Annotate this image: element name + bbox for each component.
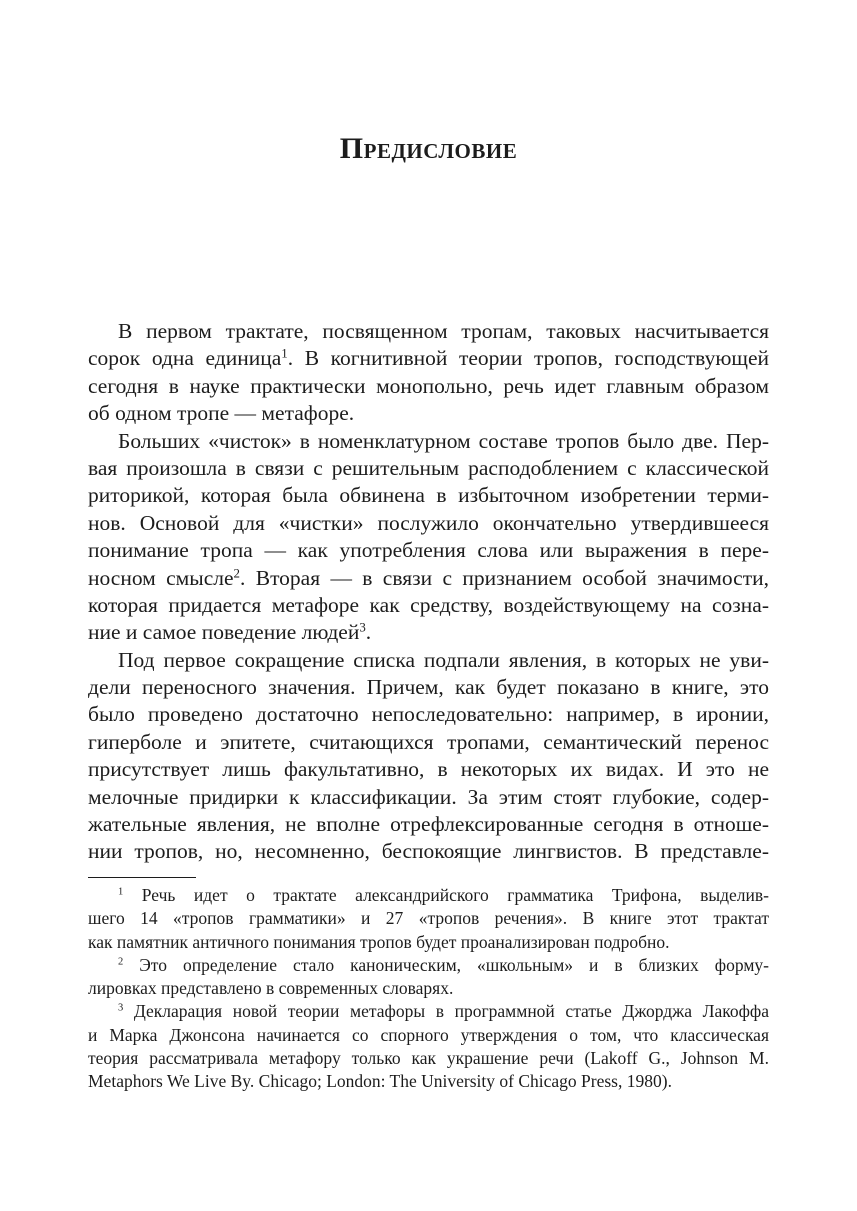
text-line: гиперболе и эпитете, считающихся тропами, семантический перенос xyxy=(88,729,769,754)
text-line xyxy=(88,565,769,592)
footnote xyxy=(88,954,769,1001)
footnote-line xyxy=(88,1000,769,1023)
text-line: присутствует лишь факультативно, в некоторых их видах. И это не xyxy=(88,757,769,782)
text-line: нов. Основой для «чистки» послужило окончательно утвердившееся xyxy=(88,510,769,535)
text-segment: носном смысле xyxy=(88,565,234,590)
footnote-marker[interactable]: 1 xyxy=(118,886,124,898)
text-line: Больших «чисток» в номенклатурном составе тропов было две. Пер- xyxy=(118,428,769,453)
text-line: понимание тропа — как употребления слова или выражения в пере- xyxy=(88,538,769,563)
footnote-marker[interactable]: 1 xyxy=(281,346,288,361)
text-line: было проведено достаточно непоследовательно: например, в иронии, xyxy=(88,702,769,727)
text-line: об одном тропе — метафоре. xyxy=(88,401,355,426)
paragraph xyxy=(88,428,769,647)
footnote-line: как памятник античного понимания тропов будет проанализирован подробно. xyxy=(88,931,670,952)
footnote-line: лировках представлено в современных словарях. xyxy=(88,978,454,999)
main-text xyxy=(88,318,769,866)
footnote xyxy=(88,884,769,954)
text-line: нии тропов, но, несомненно, беспокоящие лингвистов. В представле- xyxy=(88,839,769,864)
text-segment: сорок одна единица xyxy=(88,346,282,371)
page-title: Предисловие xyxy=(339,132,518,165)
text-line: В первом трактате, посвященном тропам, таковых насчитывается xyxy=(118,319,769,343)
text-segment: ние и самое поведение людей xyxy=(88,620,360,645)
text-segment: . xyxy=(365,620,372,645)
text-segment: Декларация новой теории метафоры в программной статье Джорджа Лакоффа xyxy=(123,1001,769,1022)
text-line: которая придается метафоре как средству, воздействующему на созна- xyxy=(88,592,769,617)
footnote-line xyxy=(88,884,769,907)
footnote-marker[interactable]: 3 xyxy=(359,620,366,635)
footnote xyxy=(88,1000,769,1093)
text-line xyxy=(88,345,769,372)
text-segment: Речь идет о трактате александрийского грамматика Трифона, выделив- xyxy=(123,885,769,905)
text-line: сегодня в науке практически монопольно, речь идет главным образом xyxy=(88,373,769,398)
text-line: Под первое сокращение списка подпали явления, в которых не уви- xyxy=(118,647,769,672)
footnote-line: Metaphors We Live By. Chicago; London: The University of Chicago Press, 1980). xyxy=(88,1071,672,1092)
footnotes xyxy=(88,884,769,1094)
text-line: мелочные придирки к классификации. За этим стоят глубокие, содер- xyxy=(88,784,769,809)
footnote-line: теория рассматривала метафору только как украшение речи (Lakoff G., Johnson M. xyxy=(88,1048,769,1069)
text-line: жательные явления, не вполне отрефлексированные сегодня в отноше- xyxy=(88,812,769,837)
footnote-marker[interactable]: 2 xyxy=(118,956,124,968)
text-line: риторикой, которая была обвинена в избыточном изобретении терми- xyxy=(88,483,769,508)
footnote-marker[interactable]: 3 xyxy=(118,1003,124,1015)
footnote-line: шего 14 «тропов грамматики» и 27 «тропов речения». В книге этот трактат xyxy=(88,908,769,929)
text-line: вая произошла в связи с решительным расподоблением с классической xyxy=(88,455,769,480)
text-line xyxy=(88,619,769,646)
footnote-line: и Марка Джонсона начинается со спорного утверждения о том, что классическая xyxy=(88,1024,769,1045)
paragraph xyxy=(88,318,769,428)
text-segment: . В когнитивной теории тропов, господствующей xyxy=(287,346,769,371)
paragraph xyxy=(88,647,769,866)
footnote-line xyxy=(88,954,769,977)
text-line: дели переносного значения. Причем, как будет показано в книге, это xyxy=(88,675,769,700)
text-segment: Это определение стало каноническим, «школьным» и в близких форму- xyxy=(123,954,769,975)
footnote-marker[interactable]: 2 xyxy=(233,565,240,580)
text-segment: . Вторая — в связи с признанием особой значимости, xyxy=(240,565,769,590)
footnote-divider xyxy=(88,877,196,878)
